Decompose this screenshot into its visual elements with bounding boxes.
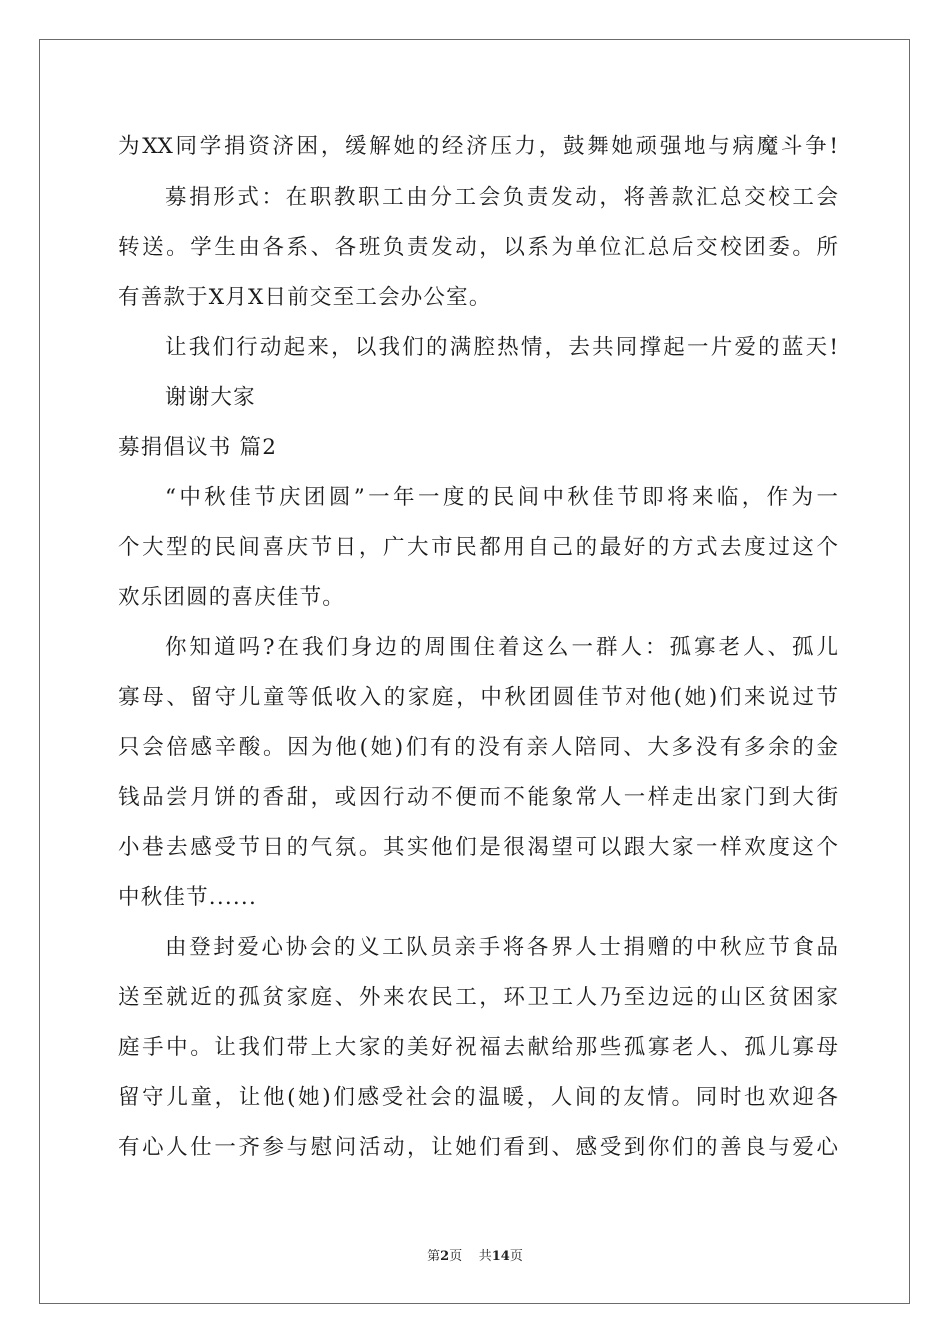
footer-middle: 页 共 xyxy=(449,1249,492,1264)
current-page-number: 2 xyxy=(440,1249,450,1264)
paragraph-line: 你知道吗?在我们身边的周围住着这么一群人：孤寡老人、孤儿 xyxy=(165,635,838,660)
paragraph-line: 谢谢大家 xyxy=(165,385,256,410)
paragraph-line: 由登封爱心协会的义工队员亲手将各界人士捐赠的中秋应节食品 xyxy=(165,935,838,960)
paragraph-line: 有善款于X月X日前交至工会办公室。 xyxy=(118,285,492,310)
paragraph-line: “中秋佳节庆团圆”一年一度的民间中秋佳节即将来临，作为一 xyxy=(165,485,838,510)
paragraph-line: 庭手中。让我们带上大家的美好祝福去献给那些孤寡老人、孤儿寡母 xyxy=(118,1035,838,1060)
paragraph-line: 为XX同学捐资济困，缓解她的经济压力，鼓舞她顽强地与病魔斗争! xyxy=(118,134,838,159)
page-border xyxy=(39,39,910,1304)
paragraph-line: 送至就近的孤贫家庭、外来农民工，环卫工人乃至边远的山区贫困家 xyxy=(118,985,838,1010)
paragraph-line: 募捐形式：在职教职工由分工会负责发动，将善款汇总交校工会 xyxy=(165,185,838,210)
page-footer xyxy=(0,1248,950,1266)
paragraph-line: 让我们行动起来，以我们的满腔热情，去共同撑起一片爱的蓝天! xyxy=(165,335,838,360)
paragraph-line: 寡母、留守儿童等低收入的家庭，中秋团圆佳节对他(她)们来说过节 xyxy=(118,685,838,710)
paragraph-line: 欢乐团圆的喜庆佳节。 xyxy=(118,585,346,610)
paragraph-line: 有心人仕一齐参与慰问活动，让她们看到、感受到你们的善良与爱心 xyxy=(118,1135,838,1160)
total-page-count: 14 xyxy=(491,1249,510,1264)
paragraph-line: 只会倍感辛酸。因为他(她)们有的没有亲人陪同、大多没有多余的金 xyxy=(118,735,838,760)
footer-prefix: 第 xyxy=(427,1249,441,1264)
paragraph-line: 个大型的民间喜庆节日，广大市民都用自己的最好的方式去度过这个 xyxy=(118,535,838,560)
paragraph-line: 转送。学生由各系、各班负责发动，以系为单位汇总后交校团委。所 xyxy=(118,235,838,260)
section-heading: 募捐倡议书 篇2 xyxy=(118,435,278,460)
paragraph-line: 中秋佳节...... xyxy=(118,885,258,910)
paragraph-line: 留守儿童，让他(她)们感受社会的温暖，人间的友情。同时也欢迎各 xyxy=(118,1085,838,1110)
footer-suffix: 页 xyxy=(509,1249,523,1264)
paragraph-line: 小巷去感受节日的气氛。其实他们是很渴望可以跟大家一样欢度这个 xyxy=(118,835,838,860)
paragraph-line: 钱品尝月饼的香甜，或因行动不便而不能象常人一样走出家门到大街 xyxy=(118,785,838,810)
